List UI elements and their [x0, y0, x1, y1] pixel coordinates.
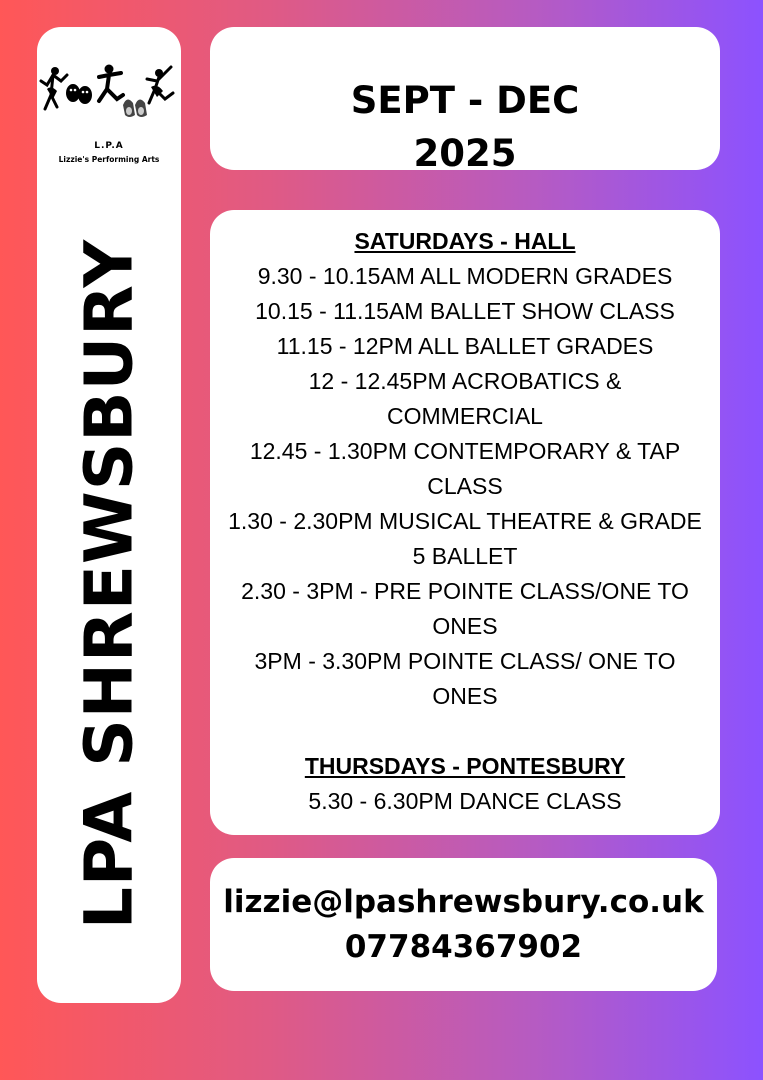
term-panel	[210, 27, 720, 175]
schedule-line: ONES	[432, 683, 498, 709]
section-spacer	[210, 714, 720, 749]
schedule-line: 9.30 - 10.15AM ALL MODERN GRADES	[257, 263, 673, 289]
schedule-line: CLASS	[427, 473, 503, 499]
sidebar-panel	[37, 27, 181, 1003]
contact-phone[interactable]: 07784367902	[344, 929, 583, 965]
term-months: SEPT - DEC	[350, 79, 580, 122]
schedule-line: 3PM - 3.30PM POINTE CLASS/ ONE TO	[254, 648, 676, 674]
schedule-line: 10.15 - 11.15AM BALLET SHOW CLASS	[255, 298, 675, 324]
logo-name: Lizzie's Performing Arts	[58, 155, 160, 164]
term-year: 2025	[413, 132, 517, 175]
saturdays-heading: SATURDAYS - HALL	[354, 228, 576, 254]
logo	[37, 59, 181, 169]
schedule-line: 5 BALLET	[412, 543, 518, 569]
thursdays-heading: THURSDAYS - PONTESBURY	[304, 753, 626, 779]
contact-panel	[210, 858, 717, 991]
schedule-line: 12.45 - 1.30PM CONTEMPORARY & TAP	[249, 438, 681, 464]
schedule-line: 5.30 - 6.30PM DANCE CLASS	[308, 788, 622, 814]
contact-email[interactable]: lizzie@lpashrewsbury.co.uk	[223, 884, 704, 920]
schedule-panel	[210, 210, 720, 835]
schedule-line: 1.30 - 2.30PM MUSICAL THEATRE & GRADE	[228, 508, 702, 534]
dancers-logo-icon	[37, 59, 181, 139]
schedule-line: 11.15 - 12PM ALL BALLET GRADES	[276, 333, 654, 359]
schedule-line: ONES	[432, 613, 498, 639]
sidebar-title: LPA SHREWSBURY	[70, 238, 148, 930]
schedule-line: 12 - 12.45PM ACROBATICS &	[308, 368, 622, 394]
schedule-line: COMMERCIAL	[387, 403, 543, 429]
schedule-line: 2.30 - 3PM - PRE POINTE CLASS/ONE TO	[241, 578, 689, 604]
logo-abbreviation: L.P.A	[94, 141, 124, 151]
schedule	[210, 224, 720, 819]
